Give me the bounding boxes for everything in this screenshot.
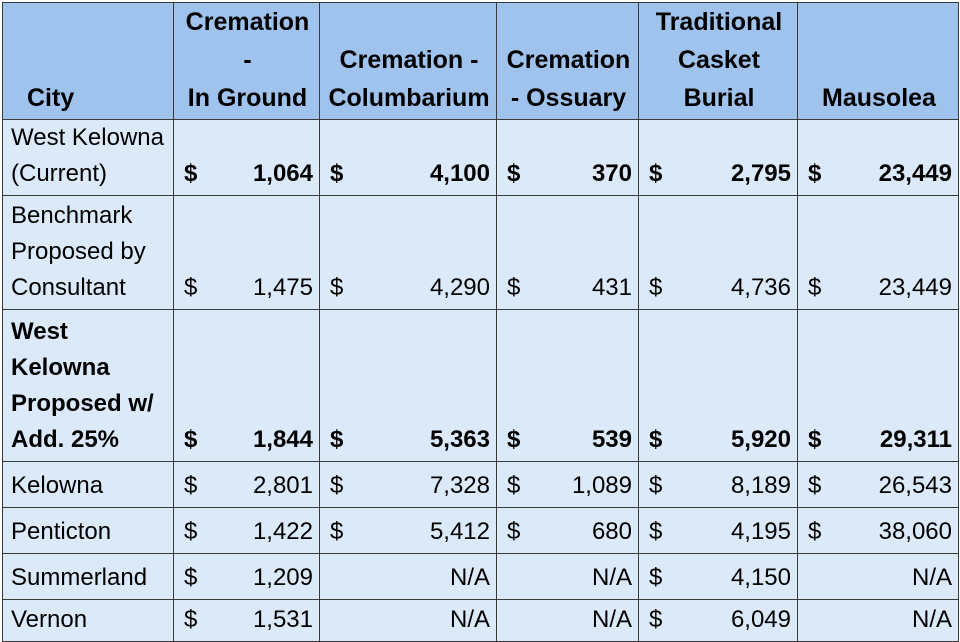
- column-header-line: Mausolea: [822, 84, 936, 112]
- fee-amount: 6,049: [730, 606, 791, 633]
- fee-amount: 5,412: [429, 518, 490, 545]
- column-header-line: Burial: [683, 84, 755, 112]
- fee-cell: [497, 196, 639, 310]
- fee-amount: 29,311: [879, 426, 952, 453]
- fee-cell: [798, 120, 959, 196]
- city-cell: Vernon: [3, 600, 174, 642]
- column-header-line: Columbarium: [328, 84, 490, 112]
- column-header-line: Cremation: [506, 46, 631, 74]
- column-header-line: In Ground: [187, 84, 308, 112]
- fee-cell: [174, 554, 320, 600]
- currency-symbol: $: [649, 274, 663, 301]
- column-header-city: [3, 3, 174, 120]
- currency-symbol: $: [184, 606, 198, 633]
- currency-symbol: $: [649, 518, 663, 545]
- header-row: [3, 3, 959, 120]
- currency-symbol: $: [808, 426, 822, 453]
- column-header-1: [174, 3, 320, 120]
- fee-cell: [320, 462, 497, 508]
- currency-symbol: $: [649, 472, 663, 499]
- fee-amount: 539: [591, 426, 632, 453]
- table-body: [3, 120, 959, 642]
- column-header-3: [497, 3, 639, 120]
- currency-symbol: $: [649, 426, 663, 453]
- fee-amount: 38,060: [878, 518, 952, 545]
- column-header-4: [639, 3, 798, 120]
- column-header-5: [798, 3, 959, 120]
- currency-symbol: $: [649, 160, 663, 187]
- currency-symbol: $: [330, 472, 344, 499]
- fee-cell: [174, 462, 320, 508]
- column-header-line: Traditional: [655, 8, 783, 36]
- currency-symbol: $: [184, 564, 198, 591]
- city-cell: Summerland: [3, 554, 174, 600]
- currency-symbol: $: [507, 160, 521, 187]
- currency-symbol: $: [184, 518, 198, 545]
- fee-cell-na: N/A: [798, 554, 959, 600]
- fee-cell: [174, 600, 320, 642]
- fee-amount: 26,543: [878, 472, 952, 499]
- fee-cell: [798, 196, 959, 310]
- column-header-line: Cremation -: [339, 46, 479, 74]
- table-row: [3, 196, 959, 310]
- fee-cell: [174, 196, 320, 310]
- cemetery-fees-table-container: [2, 2, 958, 638]
- table-row: [3, 554, 959, 600]
- table-row: [3, 600, 959, 642]
- fee-cell-na: N/A: [320, 600, 497, 642]
- city-cell: Benchmark Proposed by Consultant: [3, 196, 174, 310]
- city-cell: Penticton: [3, 508, 174, 554]
- city-cell: West Kelowna (Current): [3, 120, 174, 196]
- fee-amount: 8,189: [730, 472, 791, 499]
- city-cell: West Kelowna Proposed w/ Add. 25%: [3, 310, 174, 462]
- currency-symbol: $: [184, 426, 198, 453]
- currency-symbol: $: [184, 274, 198, 301]
- currency-symbol: $: [808, 160, 822, 187]
- fee-amount: 4,195: [730, 518, 791, 545]
- fee-amount: 370: [591, 160, 632, 187]
- currency-symbol: $: [330, 426, 344, 453]
- fee-cell: [639, 554, 798, 600]
- fee-amount: 1,064: [252, 160, 313, 187]
- fee-cell: [639, 196, 798, 310]
- table-row: [3, 508, 959, 554]
- fee-cell: [320, 196, 497, 310]
- fee-amount: 4,150: [730, 564, 791, 591]
- column-header-line: City: [27, 84, 75, 112]
- fee-amount: 4,290: [429, 274, 490, 301]
- fee-amount: 1,531: [252, 606, 313, 633]
- fee-amount: 23,449: [878, 160, 952, 187]
- fee-amount: 4,100: [429, 160, 490, 187]
- fee-cell: [497, 462, 639, 508]
- fee-cell: [798, 462, 959, 508]
- table-row: [3, 310, 959, 462]
- fee-cell: [497, 120, 639, 196]
- column-header-2: [320, 3, 497, 120]
- column-header-line: Cremation -: [185, 8, 310, 74]
- fee-cell: [639, 120, 798, 196]
- fee-cell: [639, 462, 798, 508]
- currency-symbol: $: [507, 472, 521, 499]
- currency-symbol: $: [649, 606, 663, 633]
- fee-cell: [174, 310, 320, 462]
- fee-cell: [798, 508, 959, 554]
- fee-amount: 1,422: [252, 518, 313, 545]
- column-header-line: - Ossuary: [510, 84, 627, 112]
- cemetery-fees-table: [2, 2, 959, 642]
- fee-cell-na: N/A: [497, 600, 639, 642]
- column-header-line: Casket: [678, 46, 760, 74]
- currency-symbol: $: [507, 426, 521, 453]
- table-row: [3, 462, 959, 508]
- currency-symbol: $: [649, 564, 663, 591]
- fee-amount: 5,363: [429, 426, 490, 453]
- fee-cell: [174, 508, 320, 554]
- table-row: [3, 120, 959, 196]
- currency-symbol: $: [808, 472, 822, 499]
- fee-cell: [798, 310, 959, 462]
- fee-cell: [639, 600, 798, 642]
- fee-cell: [639, 508, 798, 554]
- currency-symbol: $: [184, 160, 198, 187]
- currency-symbol: $: [808, 274, 822, 301]
- currency-symbol: $: [330, 518, 344, 545]
- fee-cell: [174, 120, 320, 196]
- fee-amount: 431: [591, 274, 632, 301]
- fee-amount: 4,736: [730, 274, 791, 301]
- fee-amount: 1,475: [252, 274, 313, 301]
- fee-cell: [497, 310, 639, 462]
- fee-amount: 2,795: [730, 160, 791, 187]
- currency-symbol: $: [507, 518, 521, 545]
- fee-amount: 7,328: [429, 472, 490, 499]
- fee-cell-na: N/A: [497, 554, 639, 600]
- fee-amount: 23,449: [878, 274, 952, 301]
- fee-amount: 2,801: [252, 472, 313, 499]
- currency-symbol: $: [184, 472, 198, 499]
- fee-cell-na: N/A: [320, 554, 497, 600]
- fee-amount: 1,844: [252, 426, 313, 453]
- fee-amount: 680: [591, 518, 632, 545]
- fee-cell: [320, 310, 497, 462]
- city-cell: Kelowna: [3, 462, 174, 508]
- currency-symbol: $: [330, 160, 344, 187]
- fee-cell: [320, 120, 497, 196]
- currency-symbol: $: [507, 274, 521, 301]
- currency-symbol: $: [808, 518, 822, 545]
- fee-amount: 1,089: [571, 472, 632, 499]
- fee-cell: [639, 310, 798, 462]
- currency-symbol: $: [330, 274, 344, 301]
- fee-cell: [497, 508, 639, 554]
- fee-cell-na: N/A: [798, 600, 959, 642]
- fee-amount: 5,920: [730, 426, 791, 453]
- fee-amount: 1,209: [252, 564, 313, 591]
- fee-cell: [320, 508, 497, 554]
